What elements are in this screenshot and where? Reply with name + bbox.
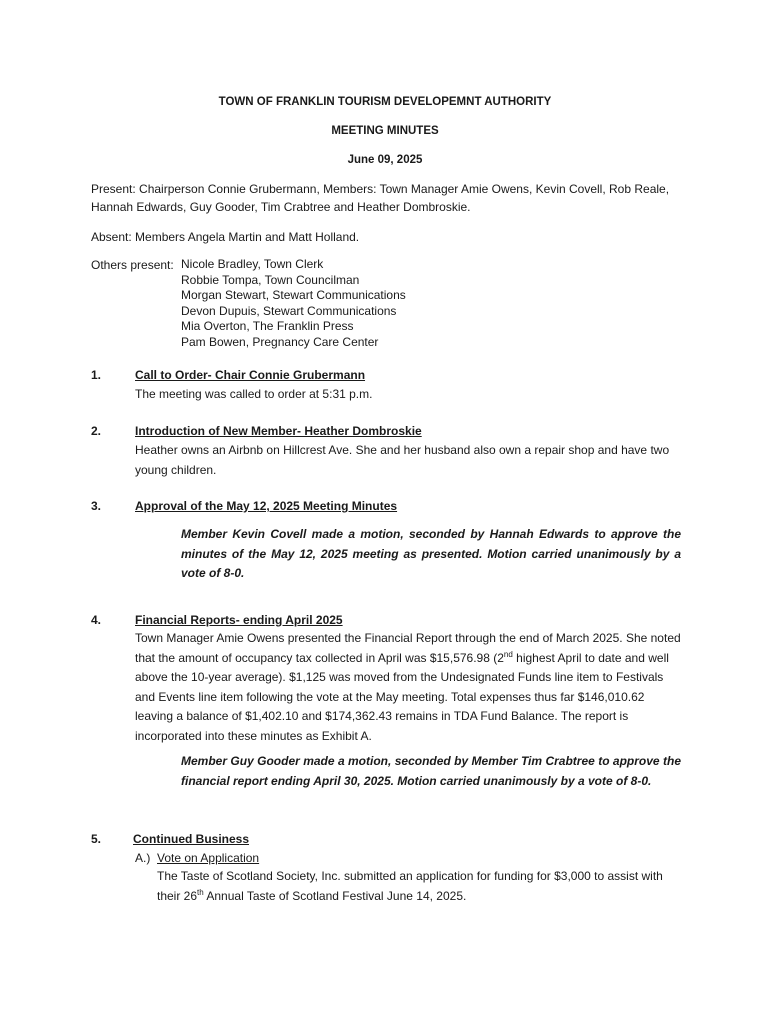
others-present-item: Devon Dupuis, Stewart Communications xyxy=(181,303,397,318)
section-number: 1. xyxy=(91,368,102,382)
subsection-label xyxy=(135,849,259,867)
subsection-body xyxy=(157,867,687,906)
body-text: The Taste of Scotland Society, Inc. submitted an application for funding for $3,000 to assist with their 26 xyxy=(157,869,663,903)
section-body: The meeting was called to order at 5:31 p.m. xyxy=(135,387,373,401)
body-text: Annual Taste of Scotland Festival June 14, 2025. xyxy=(203,888,467,903)
meeting-date: June 09, 2025 xyxy=(347,154,423,166)
section-heading-financial-reports: Financial Reports- ending April 2025 xyxy=(135,613,343,627)
others-present-item: Mia Overton, The Franklin Press xyxy=(181,319,354,334)
superscript: nd xyxy=(503,649,513,659)
absent-list: Absent: Members Angela Martin and Matt Holland. xyxy=(91,230,360,244)
section-number: 2. xyxy=(91,424,102,438)
section-number: 3. xyxy=(91,499,102,513)
others-present-item: Robbie Tompa, Town Councilman xyxy=(181,272,360,287)
others-present-item: Nicole Bradley, Town Clerk xyxy=(181,257,324,271)
motion-text: Member Guy Gooder made a motion, seconded by Member Tim Crabtree to approve the financial report ending April 30, 2025. Motion carried unanimously by a vote of 8-0. xyxy=(181,754,681,788)
section-heading-call-to-order: Call to Order- Chair Connie Grubermann xyxy=(135,368,366,382)
section-body: Heather owns an Airbnb on Hillcrest Ave. She and her husband also own a repair shop and have two young children. xyxy=(135,443,670,477)
section-heading-minutes-approval: Approval of the May 12, 2025 Meeting Minutes xyxy=(135,499,398,513)
others-present-item: Pam Bowen, Pregnancy Care Center xyxy=(181,334,379,349)
others-present-list xyxy=(181,257,661,351)
body-text: Town Manager Amie Owens presented the Financial Report through the end of March 2025. She noted that the amount of occupancy tax collected in April was $15,576.98 (2 xyxy=(135,631,681,665)
section-body-financial xyxy=(135,629,685,746)
others-present-item: Morgan Stewart, Stewart Communications xyxy=(181,288,406,303)
present-list: Present: Chairperson Connie Grubermann, Members: Town Manager Amie Owens, Kevin Covell, Rob Reale, Hannah Edwards, Guy Gooder, Tim Crabtree and Heather Dombroskie. xyxy=(91,182,670,214)
org-title: TOWN OF FRANKLIN TOURISM DEVELOPEMNT AUTHORITY xyxy=(218,96,552,108)
section-heading-new-member: Introduction of New Member- Heather Dombroskie xyxy=(135,424,422,438)
subsection-prefix: A.) xyxy=(135,851,151,865)
motion-text: Member Kevin Covell made a motion, seconded by Hannah Edwards to approve the minutes of the May 12, 2025 meeting as presented. Motion carried unanimously by a vote of 8-0. xyxy=(181,527,681,580)
body-text: highest April to date and well above the 10-year average). $1,125 was moved from the Undesignated Funds line item to Festivals and Events line item following the vote at the May meeting. Total expenses thus far $146,010.62 leaving a balance of $1,402.10 and $174,362.43 remains in TDA Fund Balance. The report is incorporated into these minutes as Exhibit A. xyxy=(135,650,669,743)
section-number: 4. xyxy=(91,613,102,627)
doc-type: MEETING MINUTES xyxy=(331,125,439,137)
section-heading-continued-business: Continued Business xyxy=(133,832,250,846)
section-number: 5. xyxy=(91,832,102,846)
others-present-label: Others present: xyxy=(91,258,174,272)
subsection-title: Vote on Application xyxy=(157,851,260,865)
superscript: th xyxy=(197,887,204,897)
